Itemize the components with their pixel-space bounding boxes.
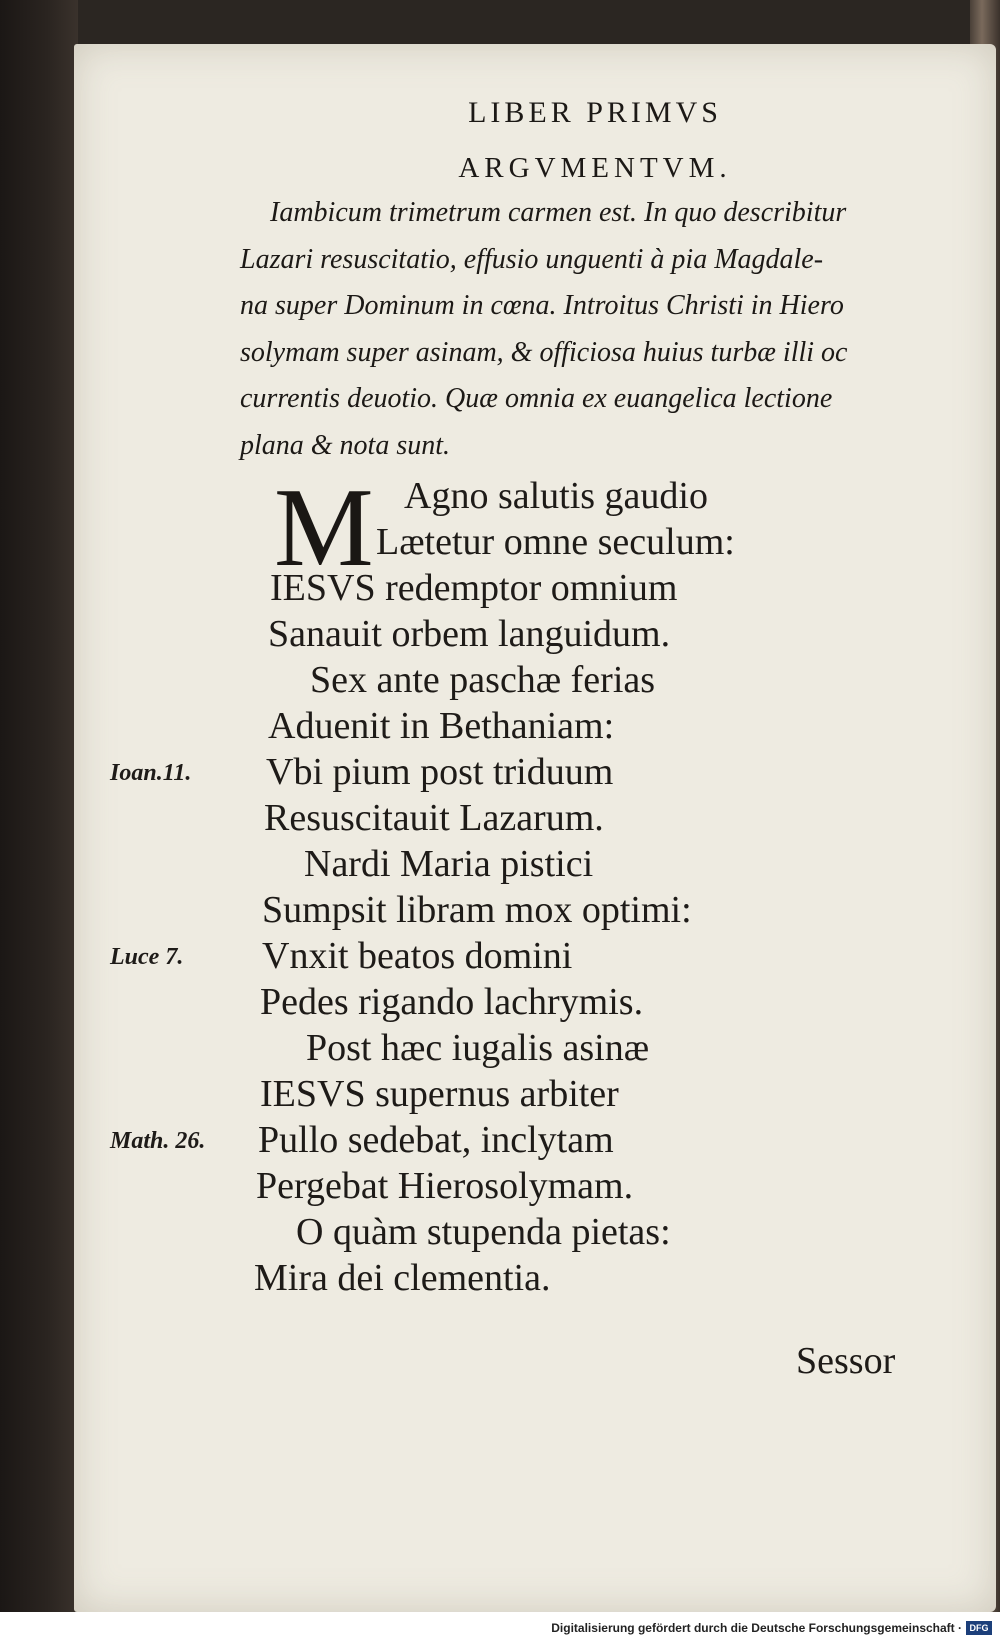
funding-notice: Digitalisierung gefördert durch die Deutsche Forschungsgemeinschaft · [551,1621,962,1635]
argument-line: na super Dominum in cœna. Introitus Christi in Hiero [240,290,844,321]
poem-line: Aduenit in Bethaniam: [268,705,615,747]
poem-line: IESVS supernus arbiter [260,1073,619,1115]
poem-line: IESVS redemptor omnium [270,567,678,609]
page-text [74,44,996,1612]
poem-line: Sumpsit libram mox optimi: [262,889,692,931]
poem-line: Pergebat Hierosolymam. [256,1165,634,1207]
margin-note: Luce 7. [110,944,184,970]
poem-line: Agno salutis gaudio [404,475,708,517]
margin-note: Ioan.11. [110,760,192,786]
poem-line: Vnxit beatos domini [262,935,573,977]
poem-line: Pullo sedebat, inclytam [258,1119,614,1161]
argument-line: solymam super asinam, & officiosa huius turbæ illi oc [240,336,848,368]
book-page [74,44,996,1612]
poem-line: Mira dei clementia. [254,1257,551,1299]
margin-note: Math. 26. [110,1128,206,1154]
argument-title: ARGVMENTVM. [458,152,732,184]
poem-line: Post hæc iugalis asinæ [306,1027,650,1069]
argument-text [240,190,970,469]
poem-line: Sex ante paschæ ferias [310,659,656,701]
running-head: LIBER PRIMVS [468,96,722,129]
poem-line: O quàm stupenda pietas: [296,1211,671,1253]
poem-line: Nardi Maria pistici [304,843,594,885]
argument-line: currentis deuotio. Quæ omnia ex euangelica lectione [240,383,833,414]
poem-line: Lætetur omne seculum: [376,521,735,563]
poem-line: Pedes rigando lachrymis. [260,981,644,1023]
catchword: Sessor [796,1340,896,1382]
poem-line: Resuscitauit Lazarum. [264,797,604,839]
argument-line: Iambicum trimetrum carmen est. In quo describitur [270,197,847,228]
scan-background-left [0,0,78,1641]
argument-line: Lazari resuscitatio, effusio unguenti à pia Magdale- [240,243,824,275]
argument-line: plana & nota sunt. [240,429,451,461]
poem-line: Sanauit orbem languidum. [268,613,671,655]
drop-cap: M [274,466,374,590]
dfg-logo-icon: DFG [966,1621,992,1635]
footer-bar [0,1612,1000,1641]
poem-line: Vbi pium post triduum [266,751,614,793]
